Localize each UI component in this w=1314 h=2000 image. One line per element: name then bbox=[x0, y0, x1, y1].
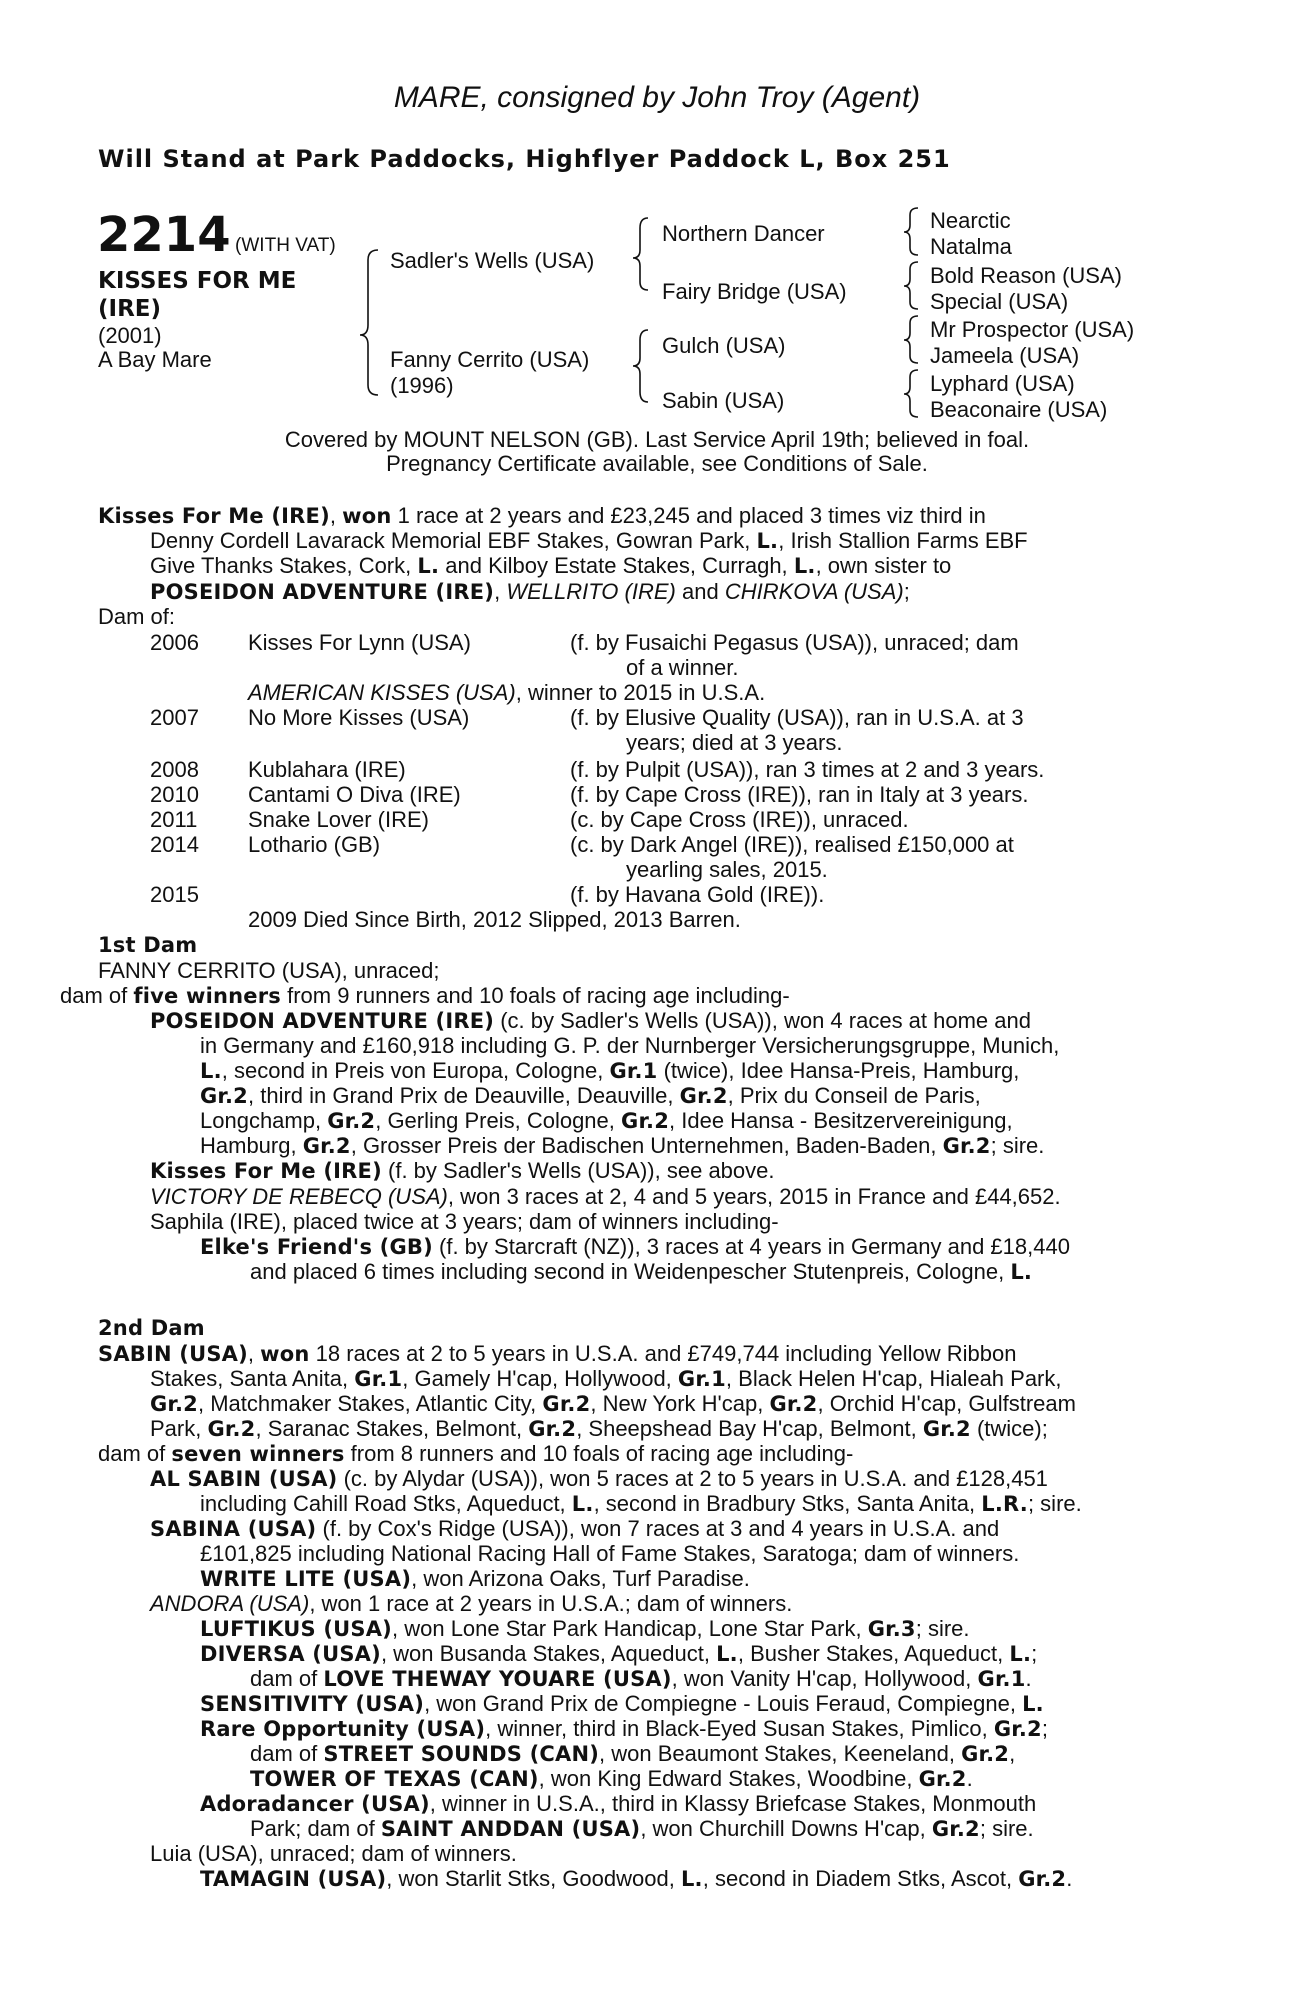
produce-note bbox=[248, 680, 765, 706]
horse-year: (2001) bbox=[98, 323, 162, 348]
group-mark: Gr.2 bbox=[922, 1417, 971, 1441]
produce-detail: (f. by Havana Gold (IRE)). bbox=[570, 882, 825, 907]
text: , Gamely H'cap, Hollywood, bbox=[402, 1366, 672, 1391]
mare-line-2-rest: , Irish Stallion Farms EBF bbox=[778, 528, 1028, 553]
sabina-line-1 bbox=[150, 1516, 999, 1543]
luftikus-line bbox=[200, 1616, 970, 1643]
group-mark: Gr.2 bbox=[679, 1084, 728, 1108]
produce-name: No More Kisses (USA) bbox=[248, 705, 470, 730]
comma: , bbox=[494, 579, 501, 604]
rare-line-3 bbox=[250, 1766, 973, 1793]
mare-line-3-rest: , own sister to bbox=[815, 553, 952, 578]
text: , won 3 races at 2, 4 and 5 years, 2015 in France and £44,652. bbox=[447, 1184, 1061, 1209]
sabin-line-2 bbox=[150, 1366, 1062, 1393]
text: , winner in U.S.A., third in Klassy Briefcase Stakes, Monmouth bbox=[429, 1791, 1037, 1816]
text: (f. by Sadler's Wells (USA)), see above. bbox=[388, 1158, 775, 1183]
produce-name: Kisses For Lynn (USA) bbox=[248, 630, 471, 655]
text: (twice), Idee Hansa-Preis, Hamburg, bbox=[663, 1058, 1020, 1083]
listed-mark: L. bbox=[1010, 1260, 1033, 1284]
gg-1: Nearctic bbox=[930, 208, 1011, 233]
poseidon-line-1 bbox=[150, 1008, 1031, 1035]
mare-line-1: Kisses For Me (IRE), won 1 race at 2 years and £23,245 and placed 3 times viz third in bbox=[98, 503, 986, 528]
group-mark: Gr.1 bbox=[677, 1367, 726, 1391]
group-mark: Gr.2 bbox=[918, 1767, 967, 1791]
gg-2: Natalma bbox=[930, 234, 1012, 259]
dam-of-label: Dam of: bbox=[98, 604, 176, 629]
lot-number: 2214 bbox=[97, 207, 231, 263]
text: , New York H'cap, bbox=[590, 1391, 764, 1416]
produce-year: 2011 bbox=[150, 807, 198, 832]
mare-name: Kisses For Me (IRE) bbox=[98, 504, 330, 528]
elke-line-1 bbox=[200, 1234, 1070, 1261]
pregnancy-line: Pregnancy Certificate available, see Conditions of Sale. bbox=[386, 451, 928, 476]
text: . bbox=[1025, 1666, 1032, 1691]
and-word: and bbox=[681, 579, 719, 604]
text: , won Grand Prix de Compiegne - Louis Feraud, Compiegne, bbox=[424, 1691, 1016, 1716]
dam-sire: Gulch (USA) bbox=[662, 333, 786, 358]
sibling-poseidon: POSEIDON ADVENTURE (IRE) bbox=[150, 580, 495, 604]
text: ; sire. bbox=[1027, 1491, 1082, 1516]
gg-7: Lyphard (USA) bbox=[930, 371, 1075, 396]
horse-name-line1: KISSES FOR ME bbox=[98, 268, 297, 294]
sabina-name: SABINA (USA) bbox=[150, 1517, 317, 1541]
text: from 8 runners and 10 foals of racing age including- bbox=[350, 1441, 854, 1466]
produce-name: Lothario (GB) bbox=[248, 832, 381, 857]
poseidon-line-5 bbox=[200, 1108, 1013, 1135]
text: , Gerling Preis, Cologne, bbox=[375, 1108, 615, 1133]
mare-line-2 bbox=[150, 528, 1028, 555]
poseidon-line-6 bbox=[200, 1133, 1044, 1160]
won-word: won bbox=[342, 504, 392, 528]
text: , Prix du Conseil de Paris, bbox=[727, 1083, 981, 1108]
text: (c. by Alydar (USA)), won 5 races at 2 to 5 years in U.S.A. and £128,451 bbox=[343, 1466, 1048, 1491]
produce-detail: (f. by Cape Cross (IRE)), ran in Italy at 3 years. bbox=[570, 782, 1029, 807]
produce-year: 2007 bbox=[150, 705, 199, 730]
american-kisses-rest: , winner to 2015 in U.S.A. bbox=[515, 680, 766, 705]
tower-of-texas-name: TOWER OF TEXAS (CAN) bbox=[250, 1767, 539, 1791]
group-mark: Gr.2 bbox=[542, 1392, 591, 1416]
victory-name: VICTORY DE REBECQ (USA) bbox=[150, 1184, 448, 1209]
text: , won Lone Star Park Handicap, Lone Star Park, bbox=[392, 1616, 862, 1641]
dam-name: Fanny Cerrito (USA) bbox=[390, 347, 590, 372]
group-mark: Gr.2 bbox=[200, 1084, 248, 1108]
group-mark: Gr.2 bbox=[1018, 1867, 1067, 1891]
gg-6: Jameela (USA) bbox=[930, 343, 1080, 368]
al-sabin-line-2 bbox=[200, 1491, 1082, 1518]
produce-detail-cont: of a winner. bbox=[626, 655, 739, 680]
text: . bbox=[1066, 1866, 1073, 1891]
text: ; sire. bbox=[979, 1816, 1034, 1841]
group-mark: Gr.2 bbox=[931, 1817, 980, 1841]
group-mark: Gr.2 bbox=[327, 1109, 376, 1133]
elke-name: Elke's Friend's (GB) bbox=[200, 1235, 433, 1259]
poseidon-line-2: in Germany and £160,918 including G. P. der Nurnberger Versicherungsgruppe, Munich, bbox=[200, 1033, 1060, 1058]
sabin-name: SABIN (USA) bbox=[98, 1342, 248, 1366]
luia-line: Luia (USA), unraced; dam of winners. bbox=[150, 1841, 517, 1866]
sire-sire: Northern Dancer bbox=[662, 221, 825, 246]
text: (twice); bbox=[976, 1416, 1048, 1441]
first-dam-produce-line bbox=[60, 983, 790, 1010]
gg-4: Special (USA) bbox=[930, 289, 1069, 314]
produce-name: Snake Lover (IRE) bbox=[248, 807, 429, 832]
group-mark: Gr.2 bbox=[621, 1109, 670, 1133]
text: , second in Bradbury Stks, Santa Anita, bbox=[593, 1491, 976, 1516]
group-mark: Gr.1 bbox=[977, 1667, 1026, 1691]
sibling-chirkova: CHIRKOVA (USA) bbox=[724, 579, 904, 604]
listed-mark: L. bbox=[793, 554, 816, 578]
produce-detail: (f. by Elusive Quality (USA)), ran in U.S.A. at 3 bbox=[570, 705, 1024, 730]
text: Longchamp, bbox=[200, 1108, 322, 1133]
kisses-name: Kisses For Me (IRE) bbox=[150, 1159, 382, 1183]
text: Park, bbox=[150, 1416, 202, 1441]
sensitivity-name: SENSITIVITY (USA) bbox=[200, 1692, 425, 1716]
adoradancer-line-2 bbox=[250, 1816, 1034, 1843]
street-sounds-name: STREET SOUNDS (CAN) bbox=[323, 1742, 600, 1766]
location-line: Will Stand at Park Paddocks, Highflyer Paddock L, Box 251 bbox=[98, 145, 951, 173]
text: , second in Preis von Europa, Cologne, bbox=[221, 1058, 604, 1083]
sibling-wellrito: WELLRITO (IRE) bbox=[506, 579, 676, 604]
text: (f. by Cox's Ridge (USA)), won 7 races at 3 and 4 years in U.S.A. and bbox=[322, 1516, 1000, 1541]
listed-restricted-mark: L.R. bbox=[981, 1492, 1028, 1516]
text: , Orchid H'cap, Gulfstream bbox=[817, 1391, 1076, 1416]
mare-line-3-mid: and Kilboy Estate Stakes, Curragh, bbox=[445, 553, 788, 578]
sabin-line-1: SABIN (USA), won 18 races at 2 to 5 years in U.S.A. and £749,744 including Yellow Ribbon bbox=[98, 1341, 1017, 1366]
produce-year: 2015 bbox=[150, 882, 199, 907]
pedigree-brackets bbox=[0, 0, 1314, 440]
group-mark: Gr.2 bbox=[961, 1742, 1010, 1766]
text: , Sheepshead Bay H'cap, Belmont, bbox=[576, 1416, 917, 1441]
sabin-line-3 bbox=[150, 1391, 1076, 1418]
saphila-line: Saphila (IRE), placed twice at 3 years; dam of winners including- bbox=[150, 1209, 779, 1234]
listed-mark: L. bbox=[571, 1492, 594, 1516]
victory-line bbox=[150, 1184, 1061, 1210]
poseidon-line-3 bbox=[200, 1058, 1019, 1085]
andora-line bbox=[150, 1591, 792, 1617]
write-lite-name: WRITE LITE (USA) bbox=[200, 1567, 412, 1591]
text: , Idee Hansa - Besitzervereinigung, bbox=[669, 1108, 1013, 1133]
won-word: won bbox=[260, 1342, 310, 1366]
text: , won Starlit Stks, Goodwood, bbox=[386, 1866, 675, 1891]
tamagin-name: TAMAGIN (USA) bbox=[200, 1867, 387, 1891]
produce-year: 2008 bbox=[150, 757, 199, 782]
runners-text: from 9 runners and 10 foals of racing age including- bbox=[287, 983, 790, 1008]
sire-name: Sadler's Wells (USA) bbox=[390, 248, 595, 273]
mare-line-3-text: Give Thanks Stakes, Cork, bbox=[150, 553, 412, 578]
text: ; sire. bbox=[915, 1616, 970, 1641]
text: , Grosser Preis der Badischen Unternehmen, Baden-Baden, bbox=[350, 1133, 937, 1158]
text: dam of bbox=[250, 1666, 318, 1691]
kisses-line bbox=[150, 1158, 775, 1185]
al-sabin-name: AL SABIN (USA) bbox=[150, 1467, 338, 1491]
text: , won Vanity H'cap, Hollywood, bbox=[671, 1666, 972, 1691]
love-theway-name: LOVE THEWAY YOUARE (USA) bbox=[323, 1667, 672, 1691]
group-mark: Gr.2 bbox=[769, 1392, 818, 1416]
group-mark: Gr.3 bbox=[867, 1617, 916, 1641]
adoradancer-line-1 bbox=[200, 1791, 1036, 1818]
diversa-line-1 bbox=[200, 1641, 1037, 1668]
american-kisses: AMERICAN KISSES (USA) bbox=[248, 680, 516, 705]
text: dam of bbox=[98, 1441, 166, 1466]
rare-opportunity-name: Rare Opportunity (USA) bbox=[200, 1717, 486, 1741]
group-mark: Gr.2 bbox=[302, 1134, 351, 1158]
text: Park; dam of bbox=[250, 1816, 375, 1841]
sabin-line-4 bbox=[150, 1416, 1048, 1443]
vat-label: (WITH VAT) bbox=[235, 235, 336, 256]
group-mark: Gr.2 bbox=[942, 1134, 991, 1158]
text: (f. by Starcraft (NZ)), 3 races at 4 years in Germany and £18,440 bbox=[439, 1234, 1070, 1259]
produce-year: 2014 bbox=[150, 832, 199, 857]
listed-mark: L. bbox=[680, 1867, 703, 1891]
text: 18 races at 2 to 5 years in U.S.A. and £749,744 including Yellow Ribbon bbox=[315, 1341, 1017, 1366]
produce-name: Kublahara (IRE) bbox=[248, 757, 406, 782]
text: , Busher Stakes, Aqueduct, bbox=[737, 1641, 1004, 1666]
rare-line-2 bbox=[250, 1741, 1015, 1768]
dam-of-text: dam of bbox=[60, 983, 128, 1008]
saint-anddan-name: SAINT ANDDAN (USA) bbox=[380, 1817, 641, 1841]
listed-mark: L. bbox=[417, 554, 440, 578]
second-dam-heading: 2nd Dam bbox=[98, 1316, 205, 1340]
group-mark: Gr.2 bbox=[150, 1392, 198, 1416]
mare-line-3 bbox=[150, 553, 951, 580]
al-sabin-line-1 bbox=[150, 1466, 1048, 1493]
adoradancer-name: Adoradancer (USA) bbox=[200, 1792, 430, 1816]
text: and placed 6 times including second in Weidenpescher Stutenpreis, Cologne, bbox=[250, 1259, 1005, 1284]
listed-mark: L. bbox=[1009, 1642, 1032, 1666]
group-mark: Gr.2 bbox=[207, 1417, 256, 1441]
gg-8: Beaconaire (USA) bbox=[930, 397, 1108, 422]
andora-name: ANDORA (USA) bbox=[150, 1591, 310, 1616]
mare-line-1-text: 1 race at 2 years and £23,245 and placed 3 times viz third in bbox=[397, 503, 986, 528]
write-lite-line bbox=[200, 1566, 750, 1593]
text: , Matchmaker Stakes, Atlantic City, bbox=[198, 1391, 537, 1416]
text: , bbox=[1009, 1741, 1016, 1766]
text: dam of bbox=[250, 1741, 318, 1766]
mare-line-4 bbox=[150, 579, 910, 606]
text: Hamburg, bbox=[200, 1133, 297, 1158]
text: , Saranac Stakes, Belmont, bbox=[255, 1416, 523, 1441]
winners-count: five winners bbox=[133, 984, 281, 1008]
listed-mark: L. bbox=[716, 1642, 738, 1666]
produce-name: Cantami O Diva (IRE) bbox=[248, 782, 461, 807]
page-title: MARE, consigned by John Troy (Agent) bbox=[393, 81, 921, 114]
produce-detail-cont: years; died at 3 years. bbox=[626, 730, 843, 755]
listed-mark: L. bbox=[1022, 1692, 1044, 1716]
dam-dam: Sabin (USA) bbox=[662, 388, 785, 413]
poseidon-line-4 bbox=[200, 1083, 981, 1110]
text: , won 1 race at 2 years in U.S.A.; dam of winners. bbox=[309, 1591, 793, 1616]
mare-line-2-text: Denny Cordell Lavarack Memorial EBF Stakes, Gowran Park, bbox=[150, 528, 751, 553]
first-dam-line: FANNY CERRITO (USA), unraced; bbox=[98, 958, 440, 983]
produce-detail: (f. by Fusaichi Pegasus (USA)), unraced; dam bbox=[570, 630, 1019, 655]
text: , Black Helen H'cap, Hialeah Park, bbox=[725, 1366, 1062, 1391]
text: including Cahill Road Stks, Aqueduct, bbox=[200, 1491, 566, 1516]
text: , won Arizona Oaks, Turf Paradise. bbox=[411, 1566, 750, 1591]
text: , won King Edward Stakes, Woodbine, bbox=[538, 1766, 913, 1791]
text: Stakes, Santa Anita, bbox=[150, 1366, 349, 1391]
text: , won Busanda Stakes, Aqueduct, bbox=[380, 1641, 710, 1666]
text: ; sire. bbox=[990, 1133, 1045, 1158]
text: , winner, third in Black-Eyed Susan Stakes, Pimlico, bbox=[485, 1716, 988, 1741]
first-dam-heading: 1st Dam bbox=[98, 933, 198, 957]
horse-name-line2: (IRE) bbox=[98, 296, 162, 322]
sabina-line-2: £101,825 including National Racing Hall of Fame Stakes, Saratoga; dam of winners. bbox=[200, 1541, 1020, 1566]
poseidon-name: POSEIDON ADVENTURE (IRE) bbox=[150, 1009, 495, 1033]
sensitivity-line bbox=[200, 1691, 1044, 1718]
produce-detail: (c. by Dark Angel (IRE)), realised £150,000 at bbox=[570, 832, 1014, 857]
listed-mark: L. bbox=[756, 529, 779, 553]
sire-dam: Fairy Bridge (USA) bbox=[662, 279, 847, 304]
listed-mark: L. bbox=[200, 1059, 222, 1083]
produce-year: 2006 bbox=[150, 630, 199, 655]
group-mark: Gr.2 bbox=[993, 1717, 1042, 1741]
luftikus-name: LUFTIKUS (USA) bbox=[200, 1617, 392, 1641]
tamagin-line bbox=[200, 1866, 1072, 1893]
text: ; bbox=[1031, 1641, 1038, 1666]
horse-description: A Bay Mare bbox=[98, 347, 212, 372]
produce-year: 2010 bbox=[150, 782, 199, 807]
group-mark: Gr.1 bbox=[609, 1059, 658, 1083]
poseidon-text: (c. by Sadler's Wells (USA)), won 4 races at home and bbox=[500, 1008, 1031, 1033]
text: , third in Grand Prix de Deauville, Deauville, bbox=[248, 1083, 674, 1108]
sabin-line-5 bbox=[98, 1441, 853, 1468]
text: , won Beaumont Stakes, Keeneland, bbox=[599, 1741, 955, 1766]
group-mark: Gr.2 bbox=[528, 1417, 577, 1441]
produce-summary: 2009 Died Since Birth, 2012 Slipped, 2013 Barren. bbox=[248, 907, 741, 932]
gg-5: Mr Prospector (USA) bbox=[930, 317, 1135, 342]
text: , won Churchill Downs H'cap, bbox=[640, 1816, 926, 1841]
gg-3: Bold Reason (USA) bbox=[930, 263, 1122, 288]
group-mark: Gr.1 bbox=[354, 1367, 403, 1391]
diversa-name: DIVERSA (USA) bbox=[200, 1642, 381, 1666]
produce-detail: (c. by Cape Cross (IRE)), unraced. bbox=[570, 807, 909, 832]
semicolon: ; bbox=[903, 579, 910, 604]
text: , second in Diadem Stks, Ascot, bbox=[702, 1866, 1013, 1891]
rare-line-1 bbox=[200, 1716, 1048, 1743]
produce-detail-cont: yearling sales, 2015. bbox=[626, 857, 828, 882]
dam-year: (1996) bbox=[390, 373, 454, 398]
produce-detail: (f. by Pulpit (USA)), ran 3 times at 2 and 3 years. bbox=[570, 757, 1045, 782]
text: . bbox=[966, 1766, 973, 1791]
winners-count: seven winners bbox=[171, 1442, 345, 1466]
covered-line: Covered by MOUNT NELSON (GB). Last Service April 19th; believed in foal. bbox=[284, 427, 1030, 452]
text: ; bbox=[1041, 1716, 1048, 1741]
diversa-line-2 bbox=[250, 1666, 1032, 1693]
elke-line-2 bbox=[250, 1259, 1032, 1286]
